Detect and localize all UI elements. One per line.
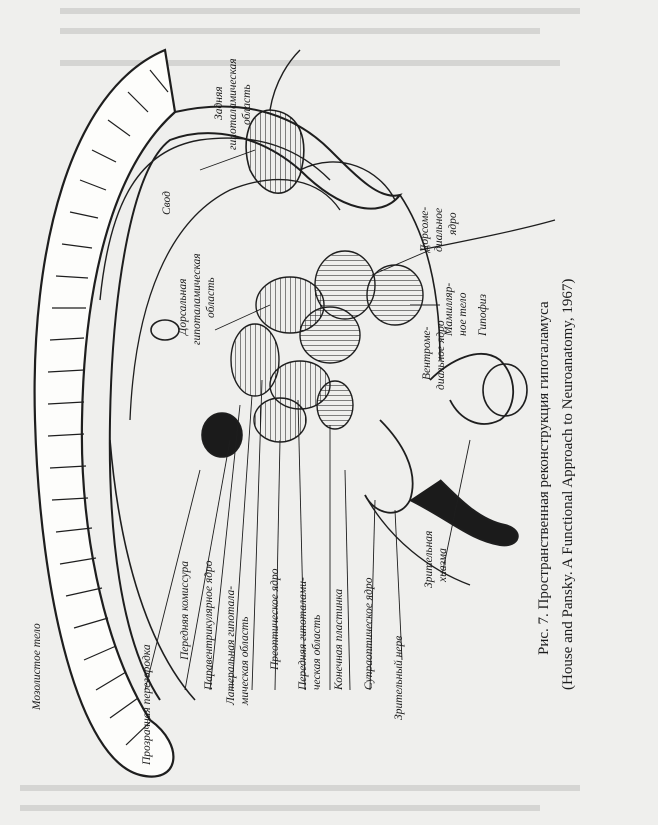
label-septum-pellucidum: Прозрачная перегородка	[141, 644, 153, 765]
anterior-commissure	[202, 413, 242, 457]
label-preoptic-nucleus: Преоптическое ядро	[269, 568, 281, 670]
ventromedial-nucleus-body	[300, 307, 360, 363]
label-dorsal-area-3: область	[205, 277, 217, 318]
caption-line-1: Рис. 7. Пространственная реконструкция гипоталамуса	[536, 301, 552, 655]
label-posterior-area-3: область	[241, 84, 253, 125]
label-fornix: Свод	[161, 191, 173, 215]
pituitary-lobe	[483, 364, 527, 416]
label-lamina-terminalis: Конечная пластинка	[333, 588, 345, 690]
label-dorsomedial-nucleus-3: ядро	[447, 212, 459, 235]
caption-line-2: (House and Pansky. A Functional Approach to Neuroanatomy, 1967)	[560, 278, 576, 690]
label-anterior-area-2: ческая область	[311, 614, 323, 690]
label-ventromedial-nucleus-2: диальное ядро	[435, 320, 447, 390]
label-anterior-commissure: Передняя комиссура	[179, 561, 191, 660]
label-ventromedial-nucleus-1: Вентроме-	[421, 326, 433, 380]
label-corpus-callosum: Мозолистое тело	[31, 623, 43, 710]
label-supraoptic-nucleus: Супраоптическое ядро	[363, 577, 375, 690]
label-anterior-area-1: Передняя гипоталами-	[297, 577, 309, 690]
label-dorsomedial-nucleus-1: Дорсоме-	[419, 206, 431, 252]
label-posterior-area-2: гипоталамическая	[227, 58, 239, 150]
label-mammillary-body-2: ное тело	[457, 292, 469, 336]
label-lateral-area-1: Латеральная гипотала-	[225, 585, 237, 705]
label-optic-chiasm-2: хиазма	[437, 548, 449, 582]
label-pituitary: Гипофиз	[477, 294, 489, 336]
label-optic-nerve: Зрительный нерв	[393, 635, 405, 720]
label-dorsal-area-1: Дорсальная	[177, 278, 189, 335]
anatomical-drawing	[35, 50, 555, 777]
label-optic-chiasm-1: Зрительная	[423, 530, 435, 588]
label-dorsal-area-2: гипоталамическая	[191, 253, 203, 345]
label-paraventricular-nucleus: Паравентрикулярное ядро	[203, 560, 215, 690]
figure-caption	[536, 279, 576, 690]
label-mammillary-body-1: Мамилляр-	[443, 282, 455, 336]
label-lateral-area-2: мическая область	[239, 616, 251, 705]
optic-chiasm	[365, 420, 413, 513]
supraoptic-body	[317, 381, 353, 429]
hypothalamic-nuclei	[231, 251, 423, 442]
label-posterior-area-1: Задняя	[213, 86, 225, 120]
septum-oval	[151, 320, 179, 340]
label-dorsomedial-nucleus-2: диальное	[433, 207, 445, 252]
posterior-area	[246, 110, 304, 193]
